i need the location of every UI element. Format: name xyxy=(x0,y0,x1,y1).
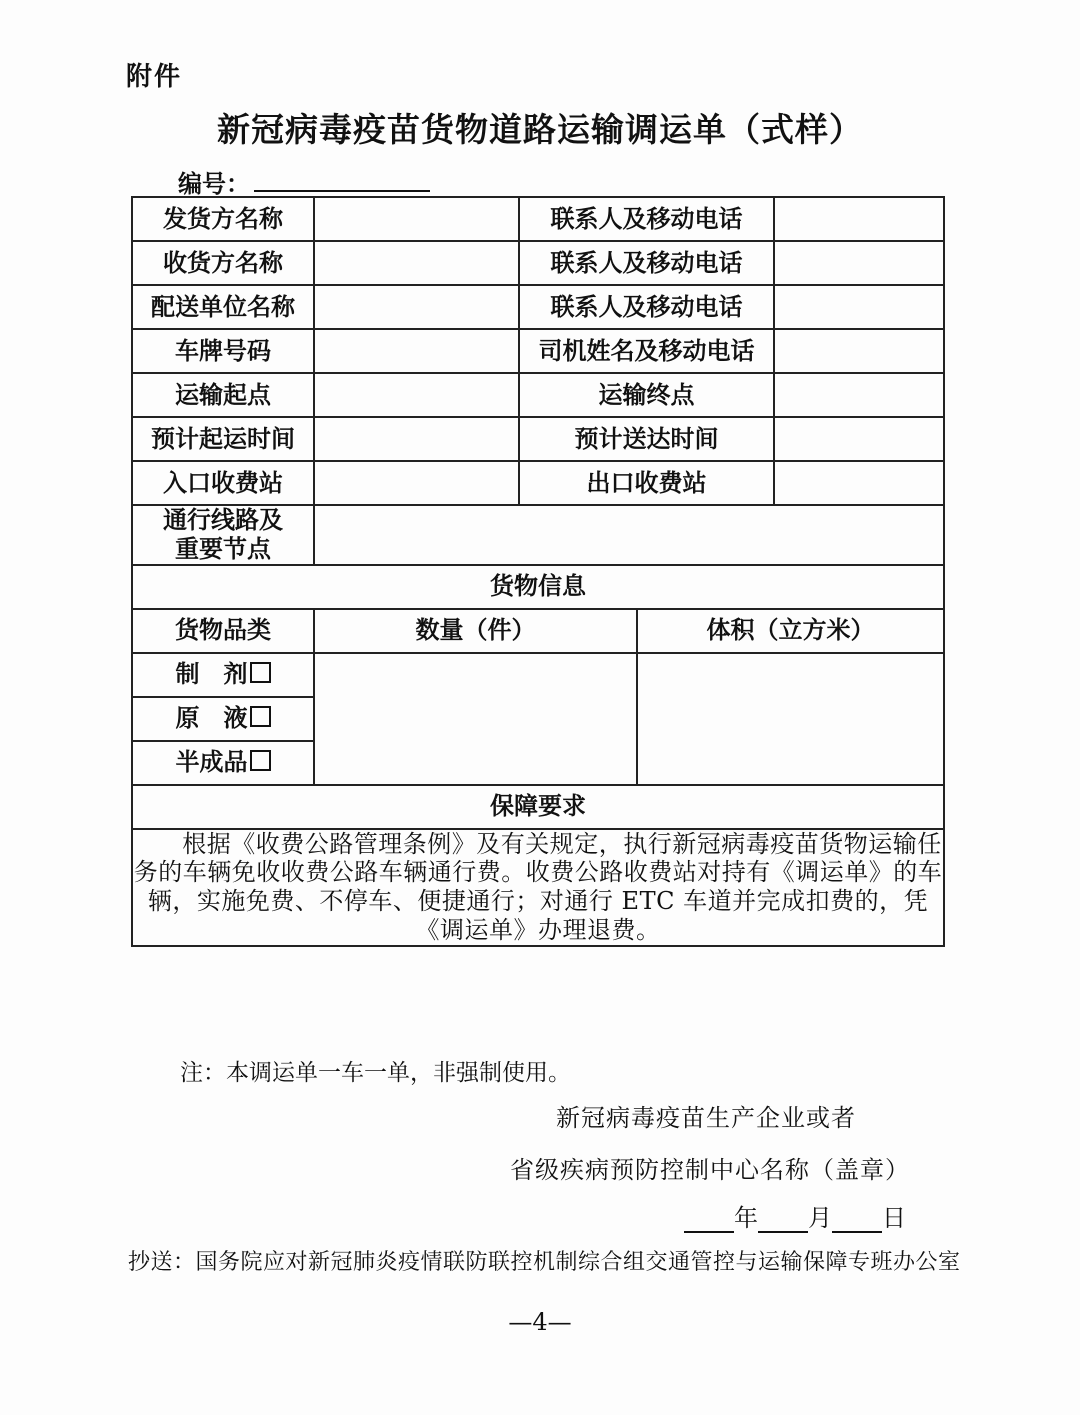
field-label: 配送单位名称 xyxy=(132,285,314,329)
page-title: 新冠病毒疫苗货物道路运输调运单（式样） xyxy=(217,110,863,149)
table-row xyxy=(132,461,944,505)
month-blank[interactable] xyxy=(758,1207,808,1233)
volume-value[interactable] xyxy=(637,653,944,785)
field-label: 入口收费站 xyxy=(132,461,314,505)
day-label: 日 xyxy=(882,1204,906,1232)
field-label: 运输终点 xyxy=(519,373,774,417)
table-row xyxy=(132,285,944,329)
table-row xyxy=(132,329,944,373)
dispatch-form-table xyxy=(131,196,945,947)
goods-header-quantity: 数量（件） xyxy=(314,609,637,653)
field-label: 运输起点 xyxy=(132,373,314,417)
field-value[interactable] xyxy=(314,197,519,241)
field-value[interactable] xyxy=(314,285,519,329)
field-label: 司机姓名及移动电话 xyxy=(519,329,774,373)
field-value[interactable] xyxy=(314,373,519,417)
field-value[interactable] xyxy=(774,285,944,329)
table-row xyxy=(132,653,944,697)
day-blank[interactable] xyxy=(832,1207,882,1233)
field-value[interactable] xyxy=(774,373,944,417)
note: 注：本调运单一车一单，非强制使用。 xyxy=(180,1060,571,1086)
issuer-line2: 省级疾病预防控制中心名称（盖章） xyxy=(510,1156,910,1184)
field-value[interactable] xyxy=(314,241,519,285)
table-row xyxy=(132,829,944,946)
issuer-line1: 新冠病毒疫苗生产企业或者 xyxy=(556,1104,856,1132)
guarantee-section-title: 保障要求 xyxy=(132,785,944,829)
table-row xyxy=(132,197,944,241)
field-value[interactable] xyxy=(774,241,944,285)
goods-category-stock-solution xyxy=(132,697,314,741)
goods-header-volume: 体积（立方米） xyxy=(637,609,944,653)
goods-header-category: 货物品类 xyxy=(132,609,314,653)
month-label: 月 xyxy=(808,1204,832,1232)
serial-field[interactable] xyxy=(254,190,430,192)
goods-category-semi-finished xyxy=(132,741,314,785)
goods-category-preparation xyxy=(132,653,314,697)
category-label: 原 液 xyxy=(175,704,248,733)
route-label-line1: 通行线路及 xyxy=(163,506,283,534)
field-label: 预计送达时间 xyxy=(519,417,774,461)
field-label: 预计起运时间 xyxy=(132,417,314,461)
field-value[interactable] xyxy=(314,461,519,505)
table-row xyxy=(132,785,944,829)
field-label: 联系人及移动电话 xyxy=(519,241,774,285)
cc-line: 抄送：国务院应对新冠肺炎疫情联防联控机制综合组交通管控与运输保障专班办公室 xyxy=(128,1250,961,1275)
checkbox[interactable] xyxy=(250,706,271,727)
table-row xyxy=(132,241,944,285)
table-row xyxy=(132,505,944,565)
field-value[interactable] xyxy=(774,417,944,461)
field-value[interactable] xyxy=(774,329,944,373)
field-label: 联系人及移动电话 xyxy=(519,285,774,329)
field-label: 发货方名称 xyxy=(132,197,314,241)
table-row xyxy=(132,373,944,417)
category-label: 制 剂 xyxy=(175,660,248,689)
field-label: 联系人及移动电话 xyxy=(519,197,774,241)
table-row xyxy=(132,417,944,461)
year-label: 年 xyxy=(734,1204,758,1232)
attachment-label: 附件 xyxy=(126,62,183,92)
table-row xyxy=(132,609,944,653)
field-value[interactable] xyxy=(774,197,944,241)
field-label: 出口收费站 xyxy=(519,461,774,505)
date-line xyxy=(684,1198,906,1233)
checkbox[interactable] xyxy=(250,662,271,683)
field-value[interactable] xyxy=(774,461,944,505)
table-row xyxy=(132,565,944,609)
category-label: 半成品 xyxy=(175,748,248,777)
field-value[interactable] xyxy=(314,329,519,373)
guarantee-text: 根据《收费公路管理条例》及有关规定，执行新冠病毒疫苗货物运输任务的车辆免收收费公路车辆通行费。收费公路收费站对持有《调运单》的车辆，实施免费、不停车、便捷通行；对通行 ETC 车道并完成扣费的，凭《调运单》办理退费。 xyxy=(133,829,943,944)
field-label: 车牌号码 xyxy=(132,329,314,373)
checkbox[interactable] xyxy=(250,750,271,771)
serial-label: 编号： xyxy=(178,169,250,198)
field-label: 收货方名称 xyxy=(132,241,314,285)
route-label xyxy=(132,505,314,565)
route-label-line2: 重要节点 xyxy=(175,534,271,563)
page-number: —4— xyxy=(508,1308,572,1336)
route-value[interactable] xyxy=(314,505,944,565)
field-value[interactable] xyxy=(314,417,519,461)
goods-section-title: 货物信息 xyxy=(132,565,944,609)
quantity-value[interactable] xyxy=(314,653,637,785)
year-blank[interactable] xyxy=(684,1207,734,1233)
